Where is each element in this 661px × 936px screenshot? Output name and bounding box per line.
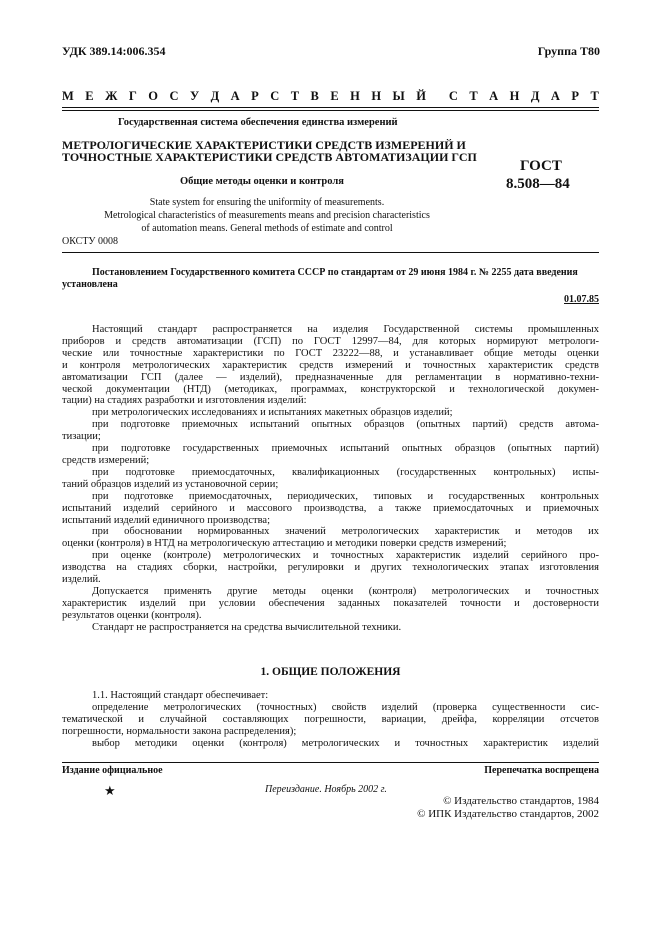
heading-letter: С: [448, 89, 458, 103]
introduction-date: 01.07.85: [564, 294, 599, 305]
okstu-code: ОКСТУ 0008: [62, 236, 119, 247]
reprint-prohibited: Перепечатка воспрещена: [484, 765, 599, 776]
copyright-1984: © Издательство стандартов, 1984: [443, 795, 599, 807]
gost-label: ГОСТ: [520, 158, 562, 174]
list-item: при обосновании нормированных значений метрологических характеристик и методов их: [92, 526, 599, 538]
text-line: определение метрологических (точностных) свойств изделий (проверка существенности сис-: [92, 701, 599, 713]
footer-rule: [62, 762, 599, 763]
section1-text: [62, 690, 599, 750]
decree-line-2: установлена: [62, 279, 118, 290]
list-item: при подготовке приемосдаточных, периодических, типовых и государственных контрольных: [92, 490, 599, 502]
heading-letter: А: [489, 89, 499, 103]
text-line: характеристик изделий при условии обеспечения заданных показателей точности и достоверности: [62, 597, 599, 609]
official-edition: Издание официальное: [62, 765, 163, 776]
heading-letter: О: [148, 89, 159, 103]
standard-title-line1: МЕТРОЛОГИЧЕСКИЕ ХАРАКТЕРИСТИКИ СРЕДСТВ ИЗМЕРЕНИЙ И: [62, 138, 466, 152]
text-line: испытаний изделий серийного и массового производства, а также приемосдаточных и приемочных: [62, 502, 599, 514]
header-rule: [62, 107, 599, 108]
heading-letter: С: [270, 89, 280, 103]
text-line: приборов и средств автоматизации (ГСП) по ГОСТ 12997—84, для которых нормируют метрологи-: [62, 335, 599, 347]
gost-number: 8.508—84: [506, 176, 570, 192]
text-line: Стандарт не распространяется на средства вычислительной техники.: [92, 621, 402, 633]
heading-letter: А: [550, 89, 560, 103]
heading-letter: Г: [128, 89, 137, 103]
text-line: автоматизации ГСП (далее — изделий), предназначенные для регламентации в нормативно-техни-: [62, 371, 599, 383]
text-line: испытаний изделий единичного производства;: [62, 514, 270, 526]
list-item: при подготовке приемосдаточных, квалификационных (государственных контрольных) испы-: [92, 466, 599, 478]
text-line: ческой документации (НТД) (методиках, программах, конструкторской и технологической докумен-: [62, 383, 599, 395]
heading-letter: Н: [509, 89, 520, 103]
standard-subtitle: Общие методы оценки и контроля: [180, 176, 344, 187]
decree-line: Постановлением Государственного комитета СССР по стандартам от 29 июня 1984 г. № 2255 дата введения: [92, 267, 578, 278]
standard-title-line2: ТОЧНОСТНЫЕ ХАРАКТЕРИСТИКИ СРЕДСТВ АВТОМАТИЗАЦИИ ГСП: [62, 150, 477, 164]
text-line: выбор методики оценки (контроля) метрологических и точностных характеристик изделий: [92, 737, 599, 749]
text-line: тации) на стадиях разработки и изготовления изделий:: [62, 395, 307, 407]
heading-letter: Е: [85, 89, 94, 103]
reissue-note: Переиздание. Ноябрь 2002 г.: [265, 784, 387, 795]
list-item: при оценке (контроле) метрологических и точностных характеристик изделий серийного про-: [92, 550, 599, 562]
heading-letter: А: [230, 89, 240, 103]
text-line: Настоящий стандарт распространяется на изделия Государственной системы промышленных: [92, 324, 599, 335]
heading-letter: Т: [469, 89, 478, 103]
english-title-line: State system for ensuring the uniformity of measurements.: [149, 197, 385, 208]
text-line: Допускается применять другие методы оценки (контроля) метрологических и точностных: [92, 585, 599, 597]
heading-letter: Н: [350, 89, 360, 103]
heading-letter: Р: [251, 89, 259, 103]
list-item: при подготовке государственных приемочных испытаний опытных образцов (опытных партий): [92, 443, 599, 455]
system-name: Государственная система обеспечения единства измерений: [118, 117, 398, 128]
english-title: [62, 196, 472, 235]
group-code: Группа Т80: [537, 44, 600, 58]
text-line: и контроля метрологических характеристик средств измерений и точностных характеристик средств: [62, 359, 599, 371]
heading-letter: Т: [590, 89, 599, 103]
section-heading: 1. ОБЩИЕ ПОЛОЖЕНИЯ: [260, 666, 401, 678]
copyright-2002: © ИПК Издательство стандартов, 2002: [417, 808, 599, 820]
heading-letter: Ж: [105, 89, 118, 103]
heading-letter: М: [62, 89, 74, 103]
list-item: при метрологических исследованиях и испытаниях макетных образцов изделий;: [92, 407, 453, 419]
heading-letter: В: [310, 89, 319, 103]
text-line: тематической и случайной составляющих погрешности, вариации, дрейфа, корреляции отсчетов: [62, 713, 599, 725]
header-rule-thin: [62, 110, 599, 111]
heading-letter: У: [189, 89, 200, 103]
heading-letter: Р: [571, 89, 580, 103]
text-line: результатов оценки (контроля).: [62, 609, 202, 621]
text-line: таний образцов изделий из установочной серии;: [62, 478, 279, 490]
text-line: изводства на стадиях сборки, настройки, регулировки и других технологических этапах изготовления: [62, 562, 599, 574]
text-line: погрешности, нормальности закона распределения);: [62, 725, 297, 737]
text-line: оценки (контроля) в НТД на метрологическую аттестацию и методики поверки средств измерений;: [62, 538, 507, 550]
heading-letter: Й: [416, 89, 426, 103]
heading-letter: Н: [371, 89, 382, 103]
heading-letter: Т: [290, 89, 300, 103]
heading-letter: Е: [330, 89, 339, 103]
text-line: ческие или точностные характеристики по ГОСТ 23222—88, и устанавливает общие методы оценки: [62, 347, 599, 359]
text-line: изделий.: [62, 574, 101, 586]
english-title-line: Metrological characteristics of measurements means and precision characteristics: [104, 210, 430, 221]
heading-letter: Д: [530, 89, 540, 103]
english-title-line: of automation means. General methods of estimate and control: [141, 223, 393, 234]
star-icon: ★: [104, 783, 116, 798]
heading-letter: С: [169, 89, 179, 103]
clause-1-1: 1.1. Настоящий стандарт обеспечивает:: [92, 690, 269, 701]
text-line: средств измерений;: [62, 454, 150, 466]
heading-letter: Д: [210, 89, 220, 103]
heading-letter: Ы: [392, 89, 405, 103]
text-line: тизации;: [62, 431, 101, 443]
scope-text: [62, 324, 599, 634]
udk-code: УДК 389.14:006.354: [62, 44, 166, 58]
list-item: при подготовке приемочных испытаний опытных образцов (опытных партий) средств автома-: [92, 419, 599, 431]
title-separator: [62, 252, 599, 253]
interstate-standard-heading: [62, 89, 599, 104]
